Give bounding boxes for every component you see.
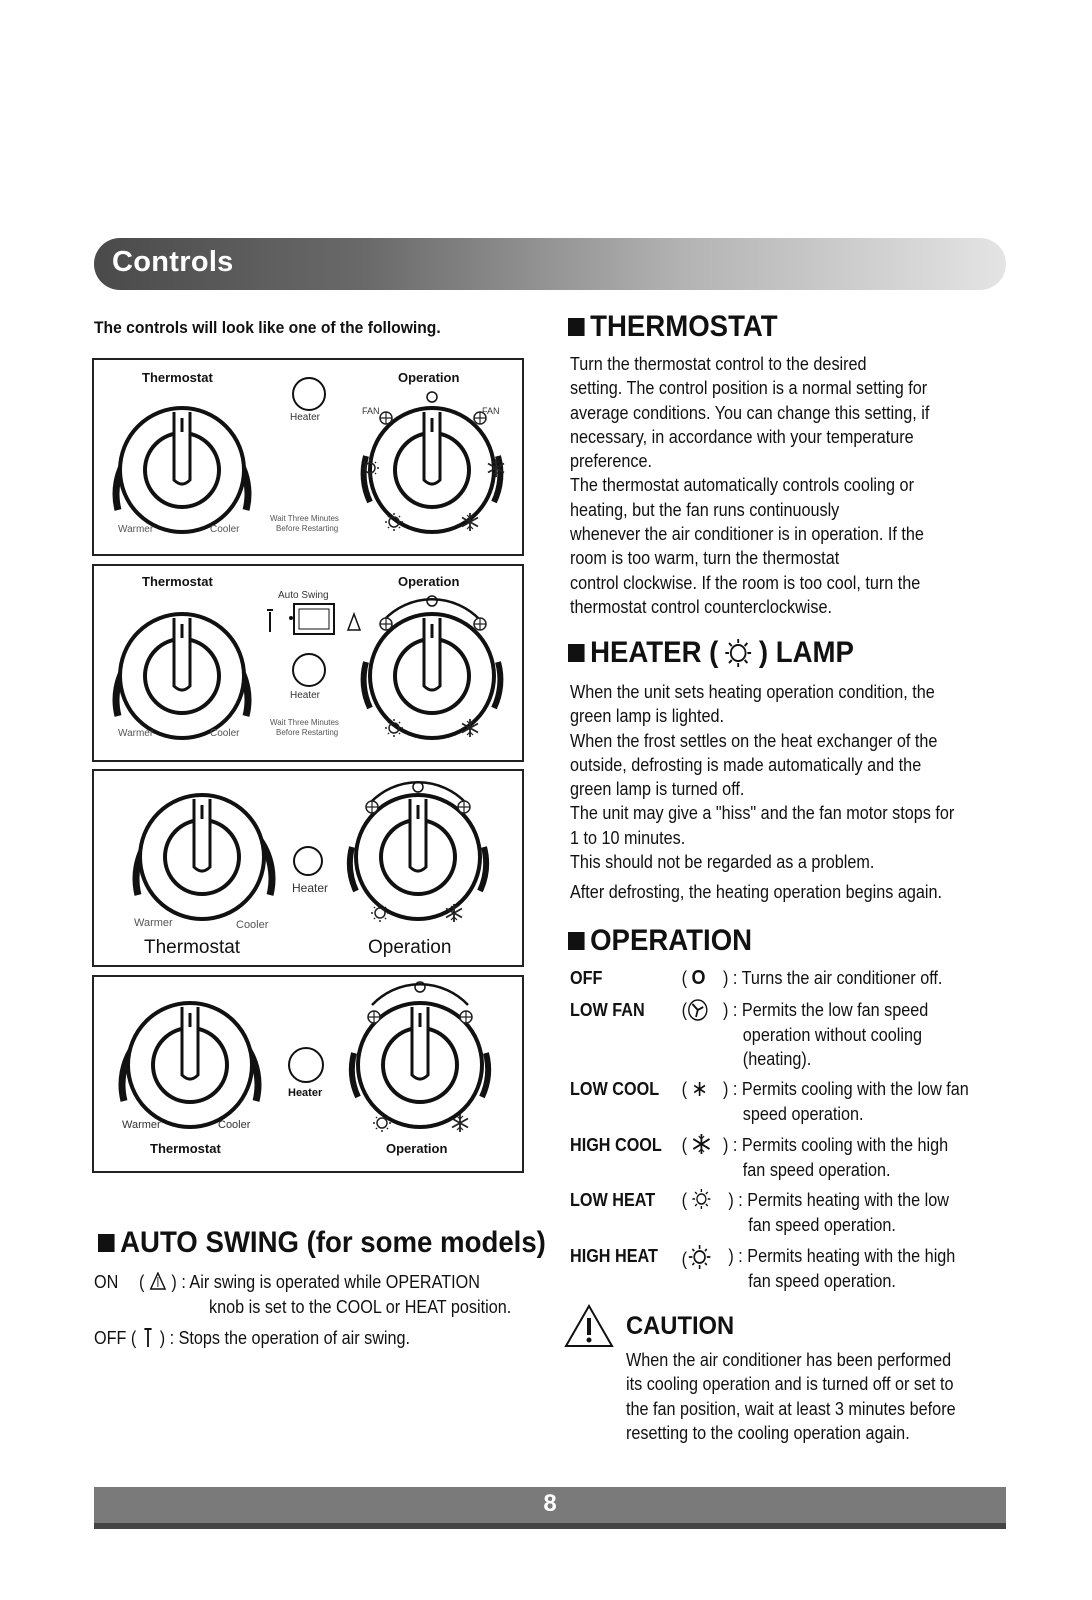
op-row-high-cool: HIGH COOL ( ) : Permits cooling with the high fan speed operation. bbox=[570, 1135, 949, 1180]
heater-lamp-last: After defrosting, the heating operation begins again. bbox=[570, 882, 942, 902]
thermostat-body: Turn the thermostat control to the desired setting. The control position is a normal setting for average conditions. You can change this setting, if necessary, in accordance with your temperature preference. The thermostat automatically controls cooling or heating, but the fan runs continuously whenever the air conditioner is in operation. If the room is too warm, turn the thermostat control clockwise. If the room is too cool, turn the thermostat control counterclockwise. bbox=[570, 354, 930, 617]
caution-heading: CAUTION bbox=[626, 1312, 735, 1340]
thermostat-label: Thermostat bbox=[150, 1141, 221, 1156]
control-panel-3 bbox=[92, 769, 524, 967]
heater-label: Heater bbox=[290, 690, 321, 701]
low-heat-icon bbox=[692, 1188, 712, 1210]
thermostat-label: Thermostat bbox=[142, 370, 213, 385]
swing-on-icon bbox=[149, 1272, 167, 1290]
operation-label: Operation bbox=[386, 1141, 448, 1156]
intro-text: The controls will look like one of the following. bbox=[94, 318, 441, 337]
heater-lamp-icon bbox=[294, 847, 322, 875]
fan-label-left: FAN bbox=[362, 406, 380, 416]
heater-label: Heater bbox=[290, 412, 321, 423]
op-row-high-heat: HIGH HEAT ( ) : Permits heating with the high fan speed operation. bbox=[570, 1246, 956, 1291]
control-panel-1 bbox=[92, 358, 524, 556]
low-cool-icon bbox=[692, 1080, 708, 1098]
wait-label-1: Wait Three Minutes bbox=[270, 718, 339, 727]
cooler-label: Cooler bbox=[236, 919, 269, 931]
low-fan-icon bbox=[687, 999, 709, 1021]
control-panel-2 bbox=[92, 564, 524, 762]
heater-lamp-icon bbox=[289, 1048, 323, 1082]
bullet-square-icon bbox=[98, 1234, 115, 1252]
auto-swing-on-row: ON ( ) : Air swing is operated while OPERATION bbox=[94, 1272, 480, 1292]
heater-lamp-icon bbox=[293, 378, 325, 410]
auto-swing-off-row: OFF ( ) : Stops the operation of air swing. bbox=[94, 1328, 411, 1348]
cooler-label: Cooler bbox=[210, 728, 240, 739]
warmer-label: Warmer bbox=[118, 728, 154, 739]
auto-swing-on-text2: knob is set to the COOL or HEAT position. bbox=[209, 1297, 512, 1317]
bullet-square-icon bbox=[568, 644, 585, 662]
high-cool-icon bbox=[692, 1133, 712, 1155]
op-row-low-heat: LOW HEAT ( ) : Permits heating with the low fan speed operation. bbox=[570, 1190, 949, 1235]
thermostat-label: Thermostat bbox=[144, 937, 241, 958]
wait-label-1: Wait Three Minutes bbox=[270, 514, 339, 523]
warmer-label: Warmer bbox=[118, 524, 154, 535]
cooler-label: Cooler bbox=[210, 524, 240, 535]
operation-label: Operation bbox=[398, 370, 460, 385]
warning-icon bbox=[564, 1304, 614, 1348]
op-row-low-cool: LOW COOL ( ) : Permits cooling with the low fan speed operation. bbox=[570, 1079, 969, 1124]
wait-label-2: Before Restarting bbox=[276, 524, 339, 533]
op-row-off: OFF ( O ) : Turns the air conditioner off. bbox=[570, 967, 943, 989]
operation-heading: OPERATION bbox=[568, 924, 752, 958]
control-panel-4 bbox=[92, 975, 524, 1173]
heater-label: Heater bbox=[288, 1087, 323, 1099]
warmer-label: Warmer bbox=[134, 917, 173, 929]
heater-lamp-icon bbox=[293, 654, 325, 686]
heater-lamp-heading: HEATER ( ) LAMP bbox=[568, 636, 854, 670]
op-row-low-fan: LOW FAN ( ) : Permits the low fan speed operation without cooling (heating). bbox=[570, 1000, 929, 1069]
sun-icon bbox=[722, 638, 755, 668]
off-icon: O bbox=[691, 967, 706, 989]
high-heat-icon bbox=[687, 1244, 712, 1270]
wait-label-2: Before Restarting bbox=[276, 728, 339, 737]
heater-label: Heater bbox=[292, 881, 329, 895]
auto-swing-heading: AUTO SWING (for some models) bbox=[98, 1226, 546, 1260]
thermostat-heading: THERMOSTAT bbox=[568, 310, 778, 344]
page-title: Controls bbox=[112, 246, 234, 278]
cooler-label: Cooler bbox=[218, 1119, 251, 1131]
auto-swing-label: Auto Swing bbox=[278, 590, 329, 601]
fan-label-right: FAN bbox=[482, 406, 500, 416]
operation-label: Operation bbox=[368, 937, 452, 958]
warmer-label: Warmer bbox=[122, 1119, 161, 1131]
operation-label: Operation bbox=[398, 574, 460, 589]
bullet-square-icon bbox=[568, 318, 585, 336]
thermostat-label: Thermostat bbox=[142, 574, 213, 589]
bullet-square-icon bbox=[568, 932, 585, 950]
caution-body: When the air conditioner has been performed its cooling operation and is turned off or set to the fan position, wait at least 3 minutes before resetting to the cooling operation again. bbox=[626, 1350, 956, 1443]
page-number: 8 bbox=[543, 1490, 557, 1517]
swing-off-icon bbox=[141, 1327, 155, 1347]
heater-lamp-body: When the unit sets heating operation condition, the green lamp is lighted. When the frost settles on the heat exchanger of the outside, defrosting is made automatically and the green lamp is turned off. The unit may give a "hiss" and the fan motor stops for 1 to 10 minutes. This should not be regarded as a problem. bbox=[570, 682, 955, 873]
